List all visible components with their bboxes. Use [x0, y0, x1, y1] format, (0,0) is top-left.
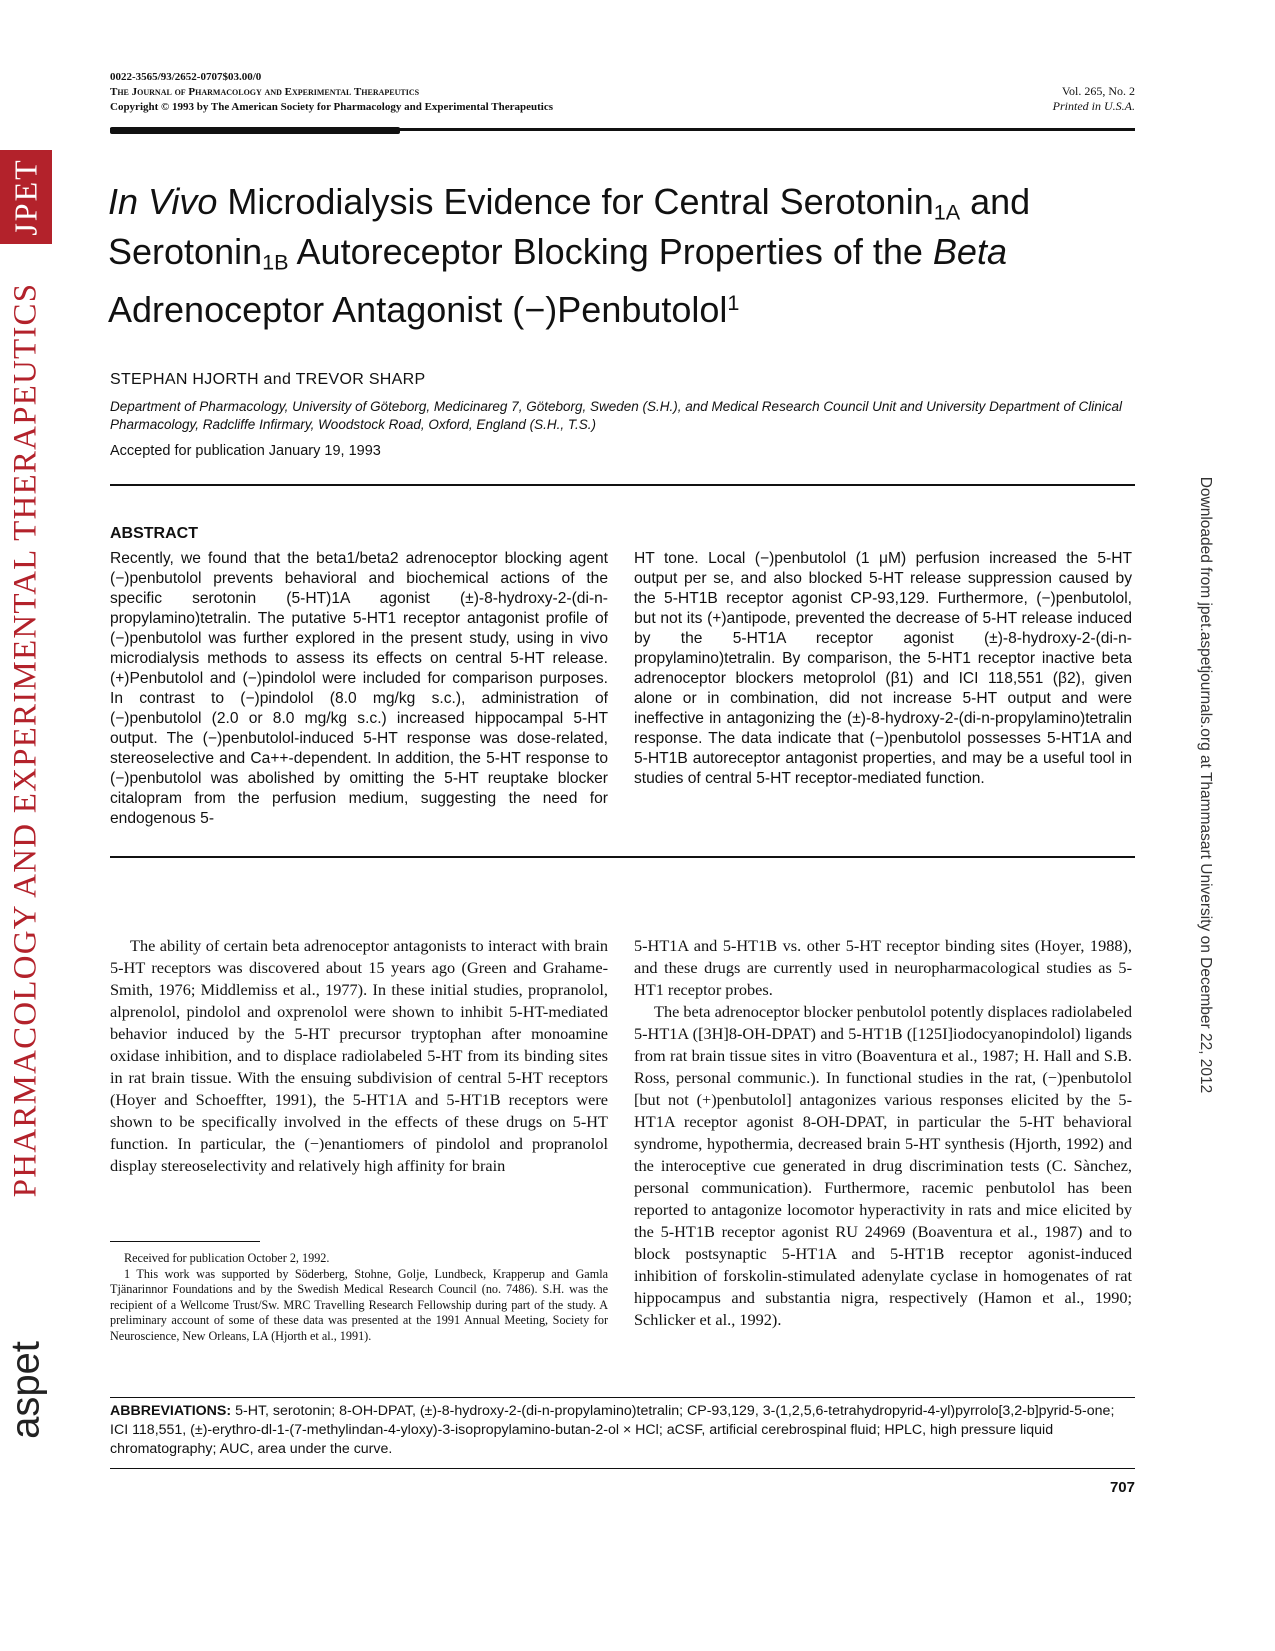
- title-text-4: Autoreceptor Blocking Properties of the: [288, 231, 933, 273]
- title-text-6: Adrenoceptor Antagonist (−)Penbutolol: [108, 288, 728, 330]
- body-paragraph: 5-HT1A and 5-HT1B vs. other 5-HT receptor binding sites (Hoyer, 1988), and these drugs are currently used in neuropharmacological studies as 5-HT1 receptor probes.: [634, 936, 1132, 999]
- printed-in: Printed in U.S.A.: [1052, 99, 1135, 113]
- abbreviations-rule-bottom: [110, 1468, 1135, 1469]
- body-paragraph: The ability of certain beta adrenoceptor antagonists to interact with brain 5-HT receptors was discovered about 15 years ago (Green and Grahame-Smith, 1976; Middlemiss et al., 1977). In these initial studies, propranolol, alprenolol, pindolol and oxprenolol were shown to inhibit 5-HT-mediated behavior induced by the 5-HT precursor tryptophan after monoamine oxidase inhibition, and to displace radiolabeled 5-HT from its binding sites in rat brain tissue. With the ensuing subdivision of central 5-HT receptors (Hoyer and Schoeffter, 1991), the 5-HT1A and 5-HT1B receptors were shown to be specifically involved in the effects of these drugs on 5-HT function. In particular, the (−)enantiomers of pindolol and propranolol display stereoselectivity and relatively high affinity for brain: [110, 936, 608, 1175]
- journal-name: The Journal of Pharmacology and Experimental Therapeutics: [110, 86, 420, 98]
- header-rule-accent: [110, 127, 400, 134]
- journal-name-vertical: PHARMACOLOGY AND EXPERIMENTAL THERAPEUTICS: [7, 282, 44, 1198]
- abstract-heading: ABSTRACT: [110, 525, 198, 542]
- title-italic-5: Beta: [932, 231, 1007, 273]
- rule-above-abstract: [110, 484, 1135, 486]
- footnotes: [110, 1251, 608, 1344]
- abstract-left-column: Recently, we found that the beta1/beta2 adrenoceptor blocking agent (−)penbutolol prevents behavioral and biochemical actions of the specific serotonin (5-HT)1A agonist (±)-8-hydroxy-2-(di-n-propylamino)tetralin. The putative 5-HT1 receptor antagonist profile of (−)penbutolol was further explored in the present study, using in vivo microdialysis methods to assess its effects on central 5-HT release. (+)Penbutolol and (−)pindolol were included for comparison purposes. In contrast to (−)pindolol (8.0 mg/kg s.c.), administration of (−)penbutolol (2.0 or 8.0 mg/kg s.c.) increased hippocampal 5-HT output. The (−)penbutolol-induced 5-HT response was dose-related, stereoselective and Ca++-dependent. In addition, the 5-HT response to (−)penbutolol was abolished by omitting the 5-HT reuptake blocker citalopram from the perfusion medium, suggesting the need for endogenous 5-: [110, 550, 608, 827]
- abbreviations-text: 5-HT, serotonin; 8-OH-DPAT, (±)-8-hydroxy-2-(di-n-propylamino)tetralin; CP-93,129, 3-(1,2,5,6-tetrahydropyrid-4-yl)pyrrolo[3,2-b]pyrid-5-one; ICI 118,551, (±)-erythro-dl-1-(7-methylindan-4-yloxy)-3-isopropylamino-butan-2-ol × HCl; aCSF, artificial cerebrospinal fluid; HPLC, high pressure liquid chromatography; AUC, area under the curve.: [110, 1403, 1115, 1457]
- abbreviations-rule-top: [110, 1397, 1135, 1398]
- funding-note: 1 This work was supported by Söderberg, Stohne, Golje, Lundbeck, Krapperup and Gamla Tjänarinnor Foundations and by the Swedish Medical Research Council (no. 7486). S.H. was the recipient of a Wellcome Trust/Sw. MRC Travelling Research Fellowship during part of the study. A preliminary account of some of these data was presented at the 1991 Annual Meeting, Society for Neuroscience, New Orleans, LA (Hjorth et al., 1991).: [110, 1266, 608, 1343]
- affiliation: Department of Pharmacology, University of Göteborg, Medicinareg 7, Göteborg, Sweden (S.H.), and Medical Research Council Unit and University Department of Clinical Pharmacology, Radcliffe Infirmary, Woodstock Road, Oxford, England (S.H., T.S.): [110, 399, 1122, 432]
- abstract-right-column: HT tone. Local (−)penbutolol (1 μM) perfusion increased the 5-HT output per se, and also blocked 5-HT release suppression caused by the 5-HT1B receptor agonist CP-93,129. Furthermore, (−)penbutolol, but not its (+)antipode, prevented the decrease of 5-HT release induced by the 5-HT1A receptor agonist (±)-8-hydroxy-2-(di-n-propylamino)tetralin. By comparison, the 5-HT1 receptor inactive beta adrenoceptor blockers metoprolol (β1) and ICI 118,551 (β2), given alone or in combination, did not increase 5-HT output and were ineffective in antagonizing the (±)-8-hydroxy-2-(di-n-propylamino)tetralin response. The data indicate that (−)penbutolol possesses 5-HT1A and 5-HT1B autoreceptor antagonist properties, and may be a useful tool in studies of central 5-HT receptor-mediated function.: [634, 550, 1132, 787]
- title-sub-2: 1B: [262, 249, 289, 275]
- jpet-label: JPET: [7, 158, 44, 236]
- title-sub-1: 1A: [933, 199, 961, 225]
- volume: Vol. 265, No. 2: [1061, 84, 1135, 98]
- header-right: [1053, 84, 1135, 114]
- abbreviations-label: ABBREVIATIONS:: [110, 1403, 232, 1419]
- body-left-column: [110, 935, 608, 1177]
- title-text-3: and Serotonin: [108, 181, 1031, 273]
- title-footnote-mark: 1: [727, 289, 740, 315]
- header-left: [110, 70, 553, 115]
- abbreviations: [110, 1402, 1135, 1459]
- journal-code: 0022-3565/93/2652-0707$03.00/0: [110, 71, 262, 83]
- article-title: [108, 182, 1108, 330]
- accepted-date: Accepted for publication January 19, 1993: [110, 443, 381, 459]
- download-watermark: Downloaded from jpet.aspetjournals.org at Thammasart University on December 22, 2012: [1197, 476, 1214, 1094]
- body-paragraph: The beta adrenoceptor blocker penbutolol potently displaces radiolabeled 5-HT1A ([3H]8-OH-DPAT) and 5-HT1B ([125I]iodocyanopindolol) ligands from rat brain tissue sites in vitro (Boaventura et al., 1987; H. Hall and S.B. Ross, personal communic.). In functional studies in the rat, (−)penbutolol [but not (+)penbutolol] antagonizes various responses elicited by the 5-HT1A receptor agonist 8-OH-DPAT, in particular the 5-HT behavioral syndrome, hypothermia, decreased brain 5-HT synthesis (Hjorth, 1992) and the interoceptive cue generated in drug discrimination tests (C. Sànchez, personal communication). Furthermore, racemic penbutolol has been reported to antagonize locomotor hyperactivity in rats and mice elicited by the 5-HT1B receptor agonist RU 24969 (Boaventura et al., 1987) and to block postsynaptic 5-HT1A and 5-HT1B receptor agonist-induced inhibition of forskolin-stimulated adenylate cyclase in homogenates of rat hippocampus and substantia nigra, respectively (Hamon et al., 1990; Schlicker et al., 1992).: [634, 1002, 1132, 1329]
- aspet-logo-text: aspet: [3, 1341, 48, 1439]
- title-text-2: Microdialysis Evidence for Central Serotonin: [217, 181, 934, 222]
- journal-spine: [0, 150, 52, 1650]
- footnote-rule: [110, 1241, 260, 1242]
- jpet-badge: [0, 150, 52, 244]
- page-number: 707: [1109, 1479, 1135, 1496]
- body-right-column: [634, 935, 1132, 1331]
- authors: STEPHAN HJORTH and TREVOR SHARP: [110, 371, 426, 388]
- aspet-logo: [4, 1341, 49, 1439]
- title-italic-1: In Vivo: [108, 181, 218, 222]
- received-note: Received for publication October 2, 1992.: [124, 1251, 330, 1265]
- copyright: Copyright © 1993 by The American Society for Pharmacology and Experimental Therapeutics: [110, 101, 554, 113]
- rule-below-abstract: [110, 856, 1135, 858]
